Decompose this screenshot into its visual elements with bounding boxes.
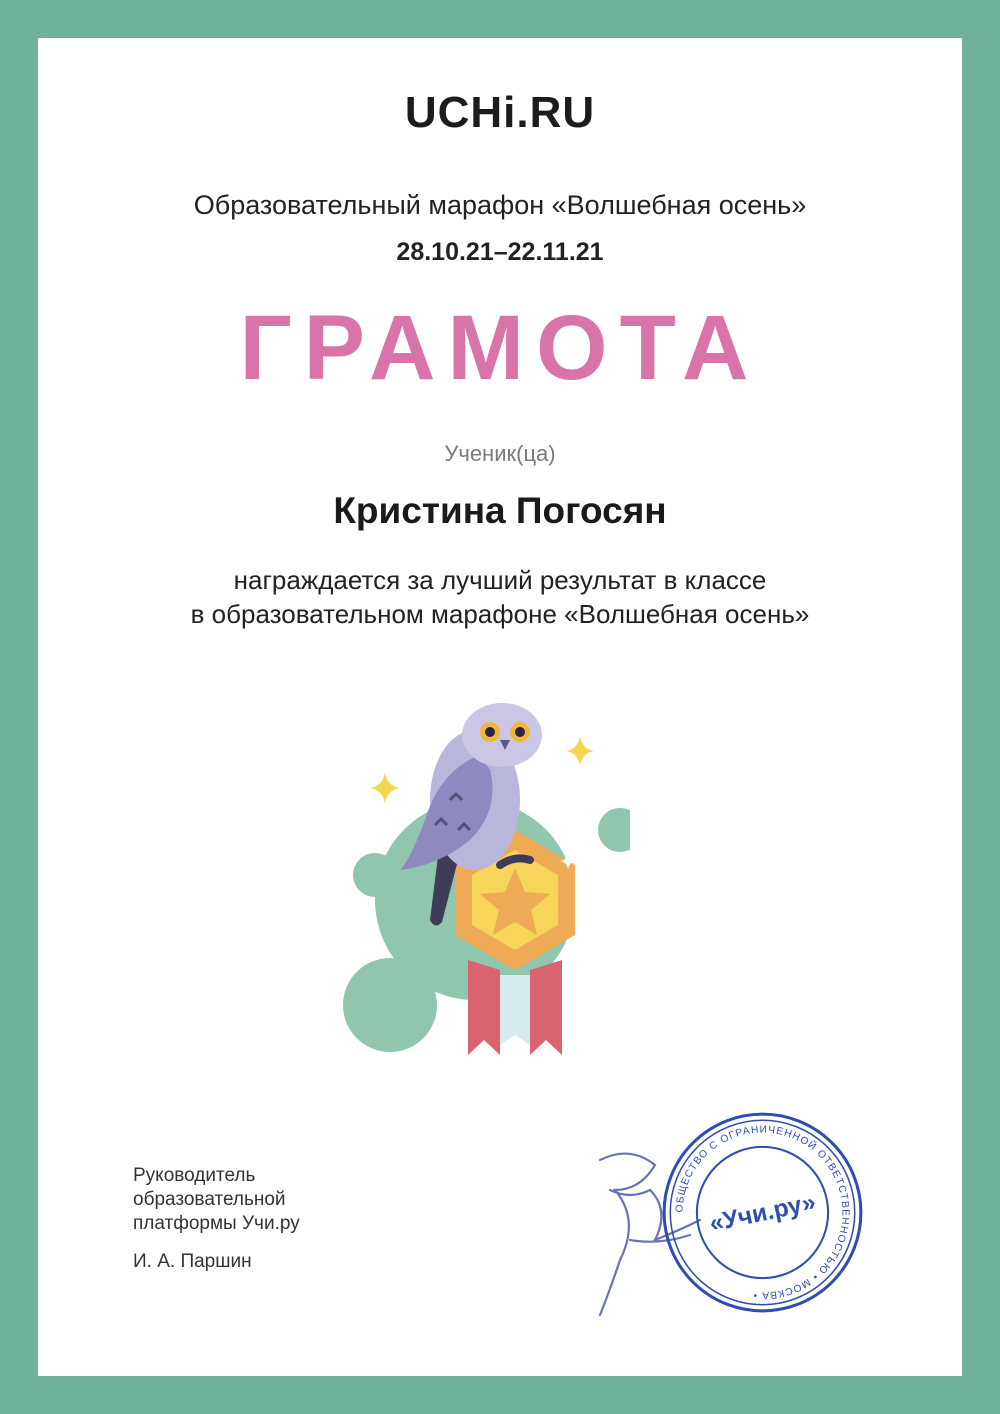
recipient-name: Кристина Погосян	[333, 490, 667, 531]
marathon-title: Образовательный марафон «Волшебная осень»	[193, 190, 807, 220]
owl-medal-illustration	[330, 690, 630, 1070]
marathon-dates: 28.10.21–22.11.21	[396, 238, 604, 266]
uchi-logo: UCHi.RU	[404, 88, 596, 137]
award-reason	[0, 563, 1000, 631]
recipient-role: Ученик(ца)	[444, 441, 556, 466]
stamp-center-text: «Учи.ру»	[707, 1188, 819, 1238]
ribbon-middle	[500, 975, 530, 1045]
bg-circle-small-right	[598, 808, 630, 852]
signatory-line-1: Руководитель	[133, 1165, 256, 1186]
award-reason-line-2: в образовательном марафоне «Волшебная осень»	[190, 599, 810, 629]
ribbon-left	[468, 960, 500, 1055]
company-stamp	[660, 1110, 865, 1315]
certificate-title: ГРАМОТА	[239, 297, 761, 399]
sparkle-icon	[370, 772, 400, 804]
award-reason-line-1: награждается за лучший результат в классе	[233, 565, 767, 595]
signatory-line-3: платформы Учи.ру	[133, 1213, 300, 1234]
signatory-title	[133, 1164, 300, 1236]
signatory-line-2: образовательной	[133, 1189, 286, 1210]
bg-circle-tiny-left	[353, 853, 397, 897]
ribbon-right	[530, 960, 562, 1055]
sparkle-icon	[566, 736, 594, 766]
stamp-ring-text: ОБЩЕСТВО С ОГРАНИЧЕННОЙ ОТВЕТСТВЕННОСТЬЮ • МОСКВА •	[674, 1124, 851, 1301]
bg-circle-small-left	[343, 958, 437, 1052]
owl-head	[462, 703, 542, 767]
signatory-name: И. А. Паршин	[133, 1251, 252, 1272]
